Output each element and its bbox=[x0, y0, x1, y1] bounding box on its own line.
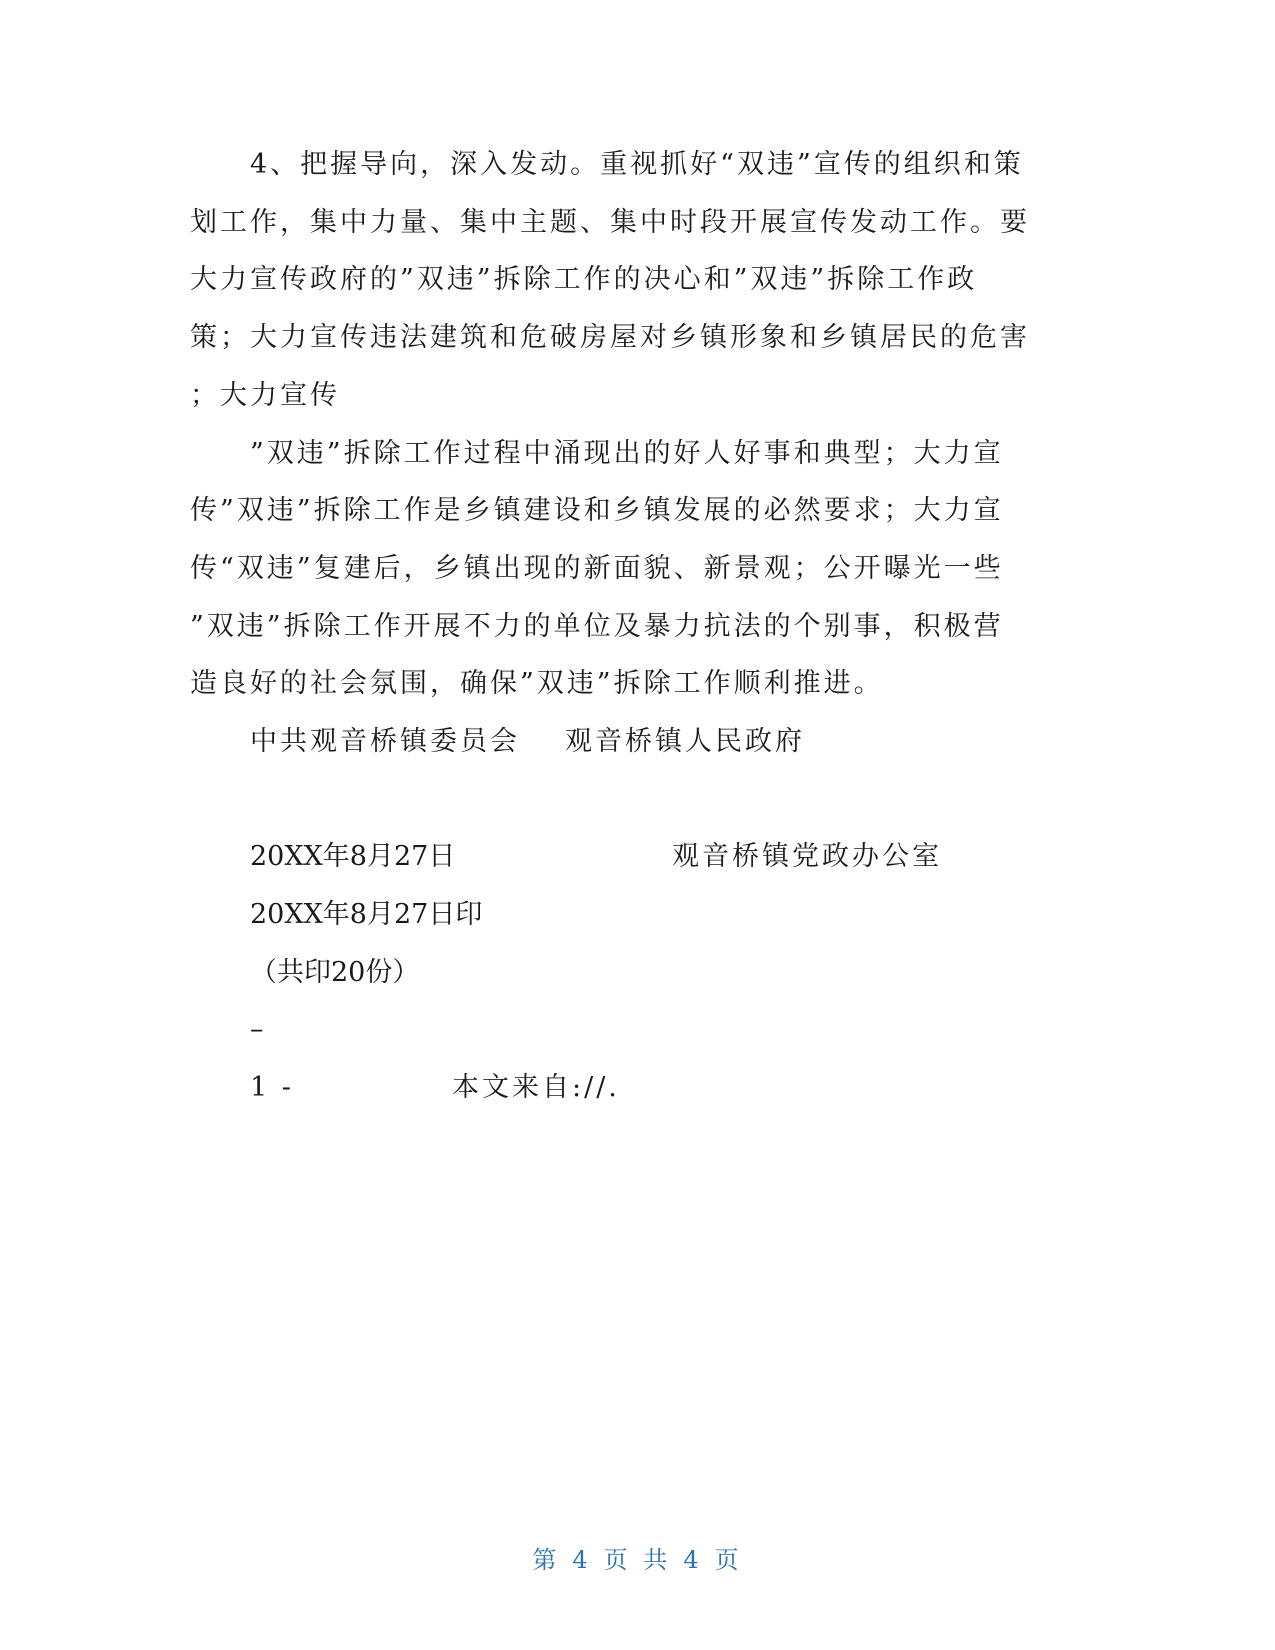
footer-page-label: 第 bbox=[532, 1546, 561, 1574]
dash-separator: – bbox=[250, 1014, 267, 1045]
footer-current-page: 4 bbox=[572, 1546, 592, 1574]
signature-org-committee: 中共观音桥镇委员会 bbox=[250, 726, 520, 757]
footer-total-pages: 4 bbox=[683, 1546, 703, 1574]
paragraph-line-10: 造良好的社会氛围，确保”双违”拆除工作顺利推进。 bbox=[190, 668, 884, 699]
paragraph-line-1: 4、把握导向，深入发动。重视抓好“双违”宣传的组织和策 bbox=[250, 149, 1024, 180]
signature-org-government: 观音桥镇人民政府 bbox=[565, 726, 805, 757]
issuing-office: 观音桥镇党政办公室 bbox=[672, 841, 942, 872]
page-footer bbox=[0, 1540, 1275, 1575]
footer-of-label: 页 共 bbox=[603, 1546, 672, 1574]
paragraph-line-6: ”双违”拆除工作过程中涌现出的好人好事和典型；大力宣 bbox=[250, 438, 1004, 469]
copies-count: （共印20份） bbox=[250, 957, 420, 988]
paragraph-line-4: 策；大力宣传违法建筑和危破房屋对乡镇形象和乡镇居民的危害 bbox=[190, 322, 1030, 353]
paragraph-line-8: 传“双违”复建后，乡镇出现的新面貌、新景观；公开曝光一些 bbox=[190, 553, 1004, 584]
source-note: 本文来自://. bbox=[452, 1072, 620, 1103]
paragraph-line-9: ”双违”拆除工作开展不力的单位及暴力抗法的个别事，积极营 bbox=[190, 611, 1004, 642]
paragraph-line-5: ；大力宣传 bbox=[190, 380, 340, 411]
page-marker: 1 - bbox=[250, 1072, 294, 1103]
print-date: 20XX年8月27日印 bbox=[250, 899, 483, 930]
paragraph-line-7: 传”双违”拆除工作是乡镇建设和乡镇发展的必然要求；大力宣 bbox=[190, 495, 1004, 526]
footer-end-label: 页 bbox=[714, 1546, 743, 1574]
paragraph-line-3: 大力宣传政府的”双违”拆除工作的决心和”双违”拆除工作政 bbox=[190, 264, 978, 295]
paragraph-line-2: 划工作，集中力量、集中主题、集中时段开展宣传发动工作。要 bbox=[190, 207, 1030, 238]
issue-date: 20XX年8月27日 bbox=[250, 841, 456, 872]
